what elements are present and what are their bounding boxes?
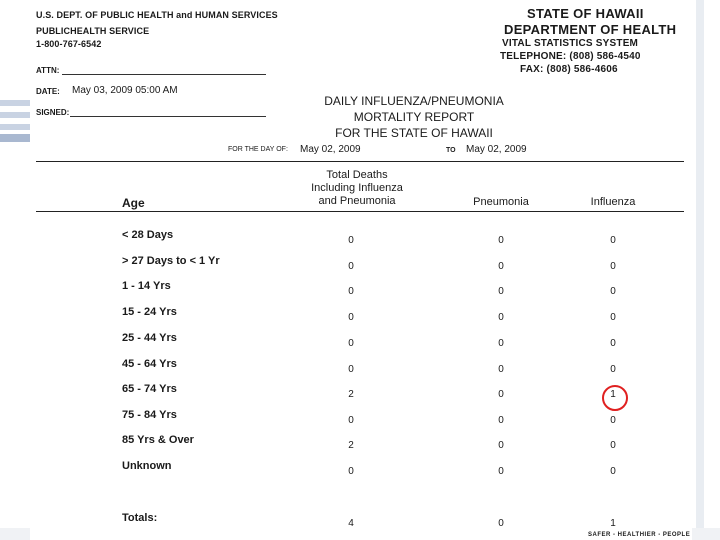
total-header-line2: Including Influenza [311, 182, 403, 194]
row-influenza-value: 0 [610, 261, 616, 272]
row-age-label: 15 - 24 Yrs [122, 306, 177, 318]
row-influenza-value: 0 [610, 415, 616, 426]
influenza-header: Influenza [590, 196, 636, 208]
row-total-value: 0 [348, 286, 354, 297]
row-age-label: 85 Yrs & Over [122, 434, 194, 446]
row-influenza-value: 0 [610, 235, 616, 246]
row-age-label: 75 - 84 Yrs [122, 409, 177, 421]
row-pneumonia-value: 0 [498, 312, 504, 323]
left-decorative-bar [0, 134, 30, 142]
totals-total: 4 [348, 518, 354, 529]
report-title-line1: DAILY INFLUENZA/PNEUMONIA [324, 94, 504, 108]
date-label: DATE: [36, 87, 60, 96]
row-total-value: 0 [348, 261, 354, 272]
row-pneumonia-value: 0 [498, 286, 504, 297]
day-of-value: May 02, 2009 [300, 144, 361, 155]
row-age-label: > 27 Days to < 1 Yr [122, 255, 220, 267]
row-pneumonia-value: 0 [498, 389, 504, 400]
top-rule [36, 161, 684, 162]
state-telephone: TELEPHONE: (808) 586-4540 [500, 51, 641, 62]
pneumonia-header: Pneumonia [473, 196, 529, 208]
to-value: May 02, 2009 [466, 144, 527, 155]
header-rule [36, 211, 684, 212]
mortality-report-document [30, 0, 692, 540]
attn-line [62, 74, 266, 75]
report-title [284, 93, 544, 141]
to-label: TO [446, 147, 456, 154]
state-fax: FAX: (808) 586-4606 [520, 64, 618, 75]
row-total-value: 2 [348, 440, 354, 451]
total-header-line1: Total Deaths [326, 169, 388, 181]
row-pneumonia-value: 0 [498, 415, 504, 426]
row-pneumonia-value: 0 [498, 466, 504, 477]
report-title-line3: FOR THE STATE OF HAWAII [335, 126, 493, 140]
row-pneumonia-value: 0 [498, 338, 504, 349]
row-influenza-value: 0 [610, 440, 616, 451]
row-age-label: 45 - 64 Yrs [122, 358, 177, 370]
row-age-label: 65 - 74 Yrs [122, 383, 177, 395]
federal-phone: 1-800-767-6542 [36, 39, 102, 49]
day-of-label: FOR THE DAY OF: [228, 146, 288, 153]
federal-service: PUBLICHEALTH SERVICE [36, 26, 150, 36]
row-influenza-value: 0 [610, 364, 616, 375]
totals-pneumonia: 0 [498, 518, 504, 529]
row-age-label: Unknown [122, 460, 172, 472]
highlight-circle [602, 385, 628, 411]
right-decorative-stripe [696, 0, 704, 540]
row-total-value: 0 [348, 235, 354, 246]
row-total-value: 0 [348, 466, 354, 477]
signed-line [70, 116, 266, 117]
row-influenza-value: 0 [610, 286, 616, 297]
row-total-value: 0 [348, 415, 354, 426]
row-age-label: < 28 Days [122, 229, 174, 241]
totals-influenza: 1 [610, 518, 616, 529]
row-total-value: 0 [348, 364, 354, 375]
row-age-label: 25 - 44 Yrs [122, 332, 177, 344]
row-pneumonia-value: 0 [498, 440, 504, 451]
attn-label: ATTN: [36, 66, 60, 75]
row-influenza-value: 0 [610, 338, 616, 349]
row-influenza-value: 0 [610, 466, 616, 477]
totals-label: Totals: [122, 512, 158, 524]
state-title: STATE OF HAWAII [527, 6, 644, 21]
report-title-line2: MORTALITY REPORT [353, 110, 475, 124]
row-total-value: 0 [348, 338, 354, 349]
state-system: VITAL STATISTICS SYSTEM [502, 38, 639, 49]
footer-tagline: SAFER - HEALTHIER - PEOPLE [588, 532, 691, 538]
total-header-line3: and Pneumonia [318, 195, 396, 207]
row-total-value: 2 [348, 389, 354, 400]
total-deaths-header [292, 169, 422, 208]
state-department: DEPARTMENT OF HEALTH [504, 22, 677, 37]
row-pneumonia-value: 0 [498, 235, 504, 246]
signed-label: SIGNED: [36, 108, 70, 117]
row-influenza-value: 0 [610, 312, 616, 323]
row-pneumonia-value: 0 [498, 364, 504, 375]
date-value: May 03, 2009 05:00 AM [72, 85, 178, 96]
federal-dept: U.S. DEPT. OF PUBLIC HEALTH and HUMAN SERVICES [36, 10, 278, 20]
row-pneumonia-value: 0 [498, 261, 504, 272]
row-age-label: 1 - 14 Yrs [122, 280, 171, 292]
row-total-value: 0 [348, 312, 354, 323]
age-column-header: Age [122, 196, 145, 210]
row-influenza-value: 1 [610, 389, 616, 400]
